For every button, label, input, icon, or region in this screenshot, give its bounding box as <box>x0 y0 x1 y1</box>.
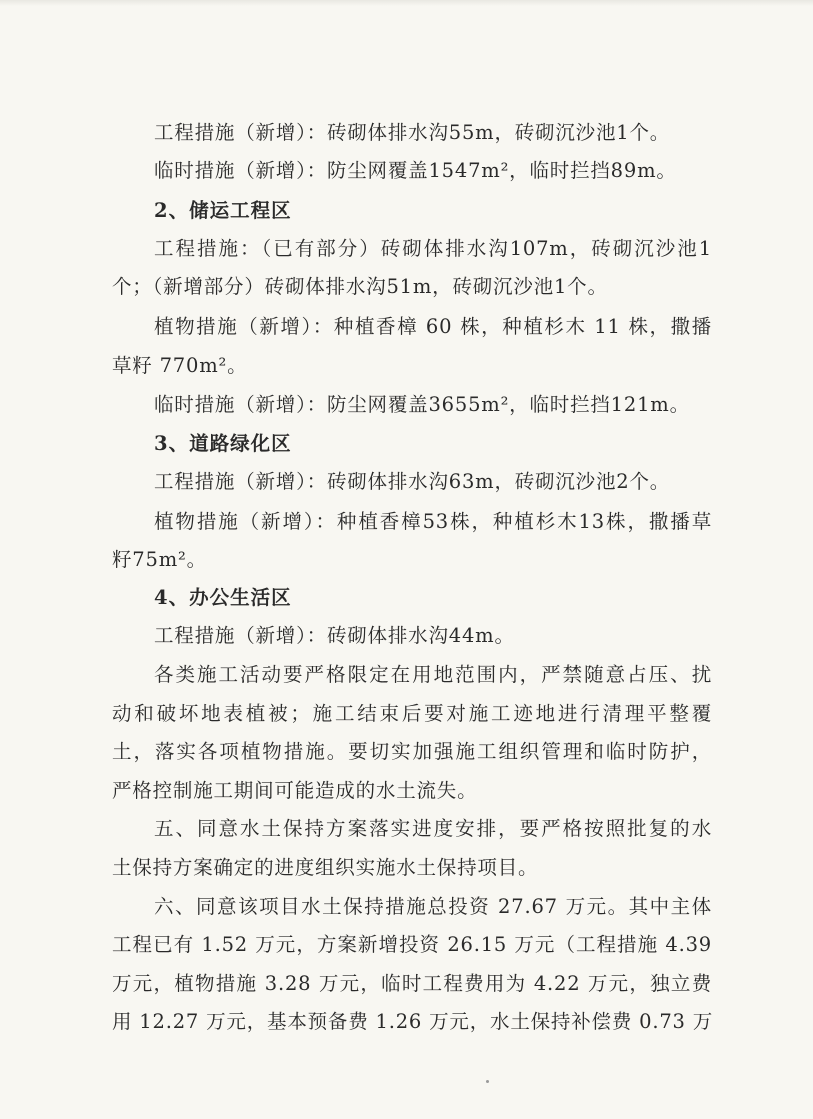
section-heading-road-greening: 3、道路绿化区 <box>154 432 292 455</box>
paragraph-construction-requirements-cont-3: 严格控制施工期间可能造成的水土流失。 <box>112 779 478 802</box>
paragraph-plant-measures-2: 植物措施（新增）：种植香樟 60 株，种植杉木 11 株，撒播 <box>154 315 712 338</box>
paragraph-item-five-cont: 土保持方案确定的进度组织实施水土保持项目。 <box>112 856 539 879</box>
paragraph-plant-measures-2-cont: 草籽 770m²。 <box>112 354 248 377</box>
paragraph-engineering-measures-3: 工程措施（新增）：砖砌体排水沟63m，砖砌沉沙池2个。 <box>154 470 671 493</box>
paragraph-construction-requirements: 各类施工活动要严格限定在用地范围内，严禁随意占压、扰 <box>154 663 712 686</box>
section-heading-storage: 2、储运工程区 <box>154 199 292 222</box>
paragraph-engineering-measures-1: 工程措施（新增）：砖砌体排水沟55m，砖砌沉沙池1个。 <box>154 121 671 144</box>
paragraph-plant-measures-3: 植物措施（新增）：种植香樟53株，种植杉木13株，撒播草 <box>154 510 712 533</box>
paragraph-item-six-cont-1: 工程已有 1.52 万元，方案新增投资 26.15 万元（工程措施 4.39 <box>112 933 712 956</box>
paragraph-engineering-measures-2: 工程措施：（已有部分）砖砌体排水沟107m，砖砌沉沙池1 <box>154 237 712 260</box>
paragraph-construction-requirements-cont-1: 动和破坏地表植被；施工结束后要对施工迹地进行清理平整覆 <box>112 702 712 725</box>
section-heading-office-living: 4、办公生活区 <box>154 586 292 609</box>
paragraph-plant-measures-3-cont: 籽75m²。 <box>112 548 207 571</box>
paragraph-temporary-measures-1: 临时措施（新增）：防尘网覆盖1547m²，临时拦挡89m。 <box>154 159 677 182</box>
scan-speck <box>486 1080 489 1083</box>
paragraph-item-six-cont-2: 万元，植物措施 3.28 万元，临时工程费用为 4.22 万元，独立费 <box>112 972 712 995</box>
scan-edge <box>0 0 813 6</box>
paragraph-item-six: 六、同意该项目水土保持措施总投资 27.67 万元。其中主体 <box>154 895 712 918</box>
paragraph-item-six-cont-3: 用 12.27 万元，基本预备费 1.26 万元，水土保持补偿费 0.73 万 <box>112 1010 714 1033</box>
paragraph-construction-requirements-cont-2: 土，落实各项植物措施。要切实加强施工组织管理和临时防护， <box>112 740 712 763</box>
paragraph-item-five: 五、同意水土保持方案落实进度安排，要严格按照批复的水 <box>154 817 712 840</box>
paragraph-engineering-measures-2-cont: 个；（新增部分）砖砌体排水沟51m，砖砌沉沙池1个。 <box>112 275 608 298</box>
paragraph-engineering-measures-4: 工程措施（新增）：砖砌体排水沟44m。 <box>154 624 515 647</box>
paragraph-temporary-measures-2: 临时措施（新增）：防尘网覆盖3655m²，临时拦挡121m。 <box>154 393 690 416</box>
